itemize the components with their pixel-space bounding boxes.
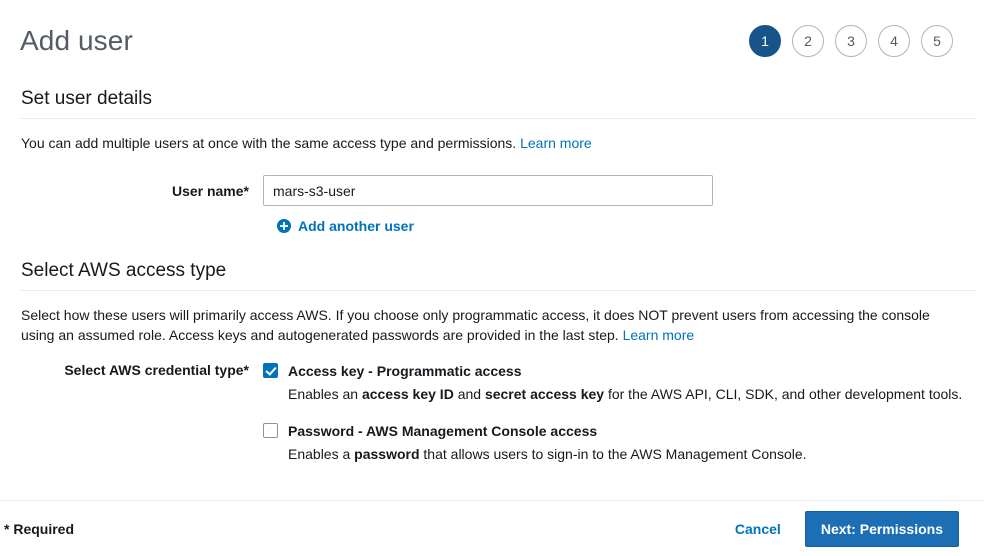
access-type-description-line2: an assumed role. Access keys and autogenerated passwords are provided in the last step. [58, 327, 619, 343]
divider-user-details [20, 118, 976, 119]
next-permissions-button[interactable]: Next: Permissions [805, 511, 959, 547]
desc-part-3: for the AWS API, CLI, SDK, and other development tools. [604, 386, 963, 402]
required-note: * Required [4, 520, 75, 537]
console-desc-part-2: that allows users to sign-in to the AWS Management Console. [419, 446, 807, 462]
step-indicator [749, 25, 956, 57]
username-input[interactable] [263, 175, 713, 206]
option-console-access-title: Password - AWS Management Console access [288, 423, 598, 439]
user-details-heading: Set user details [21, 88, 152, 109]
checkbox-programmatic-access[interactable] [263, 363, 278, 378]
add-another-user-button[interactable] [277, 218, 414, 234]
access-type-description [21, 305, 964, 345]
option-console-access-desc [288, 444, 807, 464]
username-label: User name* [171, 183, 249, 199]
username-row [20, 175, 964, 206]
desc-bold-2: secret access key [484, 386, 605, 402]
option-programmatic-access-desc [288, 384, 962, 404]
add-another-user-label: Add another user [298, 218, 414, 234]
footer-actions [733, 511, 959, 547]
credential-type-options [263, 361, 964, 481]
page-title: Add user [20, 25, 133, 56]
desc-bold-1: access key ID [361, 386, 454, 402]
step-1[interactable]: 1 [749, 25, 781, 57]
step-2[interactable]: 2 [792, 25, 824, 57]
user-details-learn-more-link[interactable]: Learn more [520, 135, 592, 151]
console-desc-bold-1: password [354, 446, 420, 462]
option-console-access-text [288, 421, 807, 464]
divider-access-type [20, 290, 976, 291]
page-footer [0, 500, 984, 556]
access-type-learn-more-link[interactable]: Learn more [622, 327, 695, 343]
step-4[interactable]: 4 [878, 25, 910, 57]
option-console-access[interactable] [263, 421, 964, 464]
step-3[interactable]: 3 [835, 25, 867, 57]
page-content [0, 88, 984, 481]
plus-circle-icon [277, 219, 291, 233]
desc-part-1: Enables an [288, 386, 362, 402]
option-programmatic-access[interactable] [263, 361, 964, 404]
user-details-description-text: You can add multiple users at once with the same access type and permissions. [21, 135, 517, 151]
credential-type-label: Select AWS credential type* [64, 362, 249, 378]
desc-part-2: and [453, 386, 485, 402]
access-type-heading: Select AWS access type [21, 260, 227, 281]
credential-type-block [20, 361, 964, 481]
step-5[interactable]: 5 [921, 25, 953, 57]
page-header [0, 0, 984, 64]
user-details-description [21, 133, 964, 153]
console-desc-part-1: Enables a [288, 446, 355, 462]
option-programmatic-access-title: Access key - Programmatic access [288, 363, 522, 379]
cancel-button[interactable]: Cancel [733, 517, 783, 541]
option-programmatic-access-text [288, 361, 962, 404]
access-type-description-line1: Select how these users will primarily access AWS. If you choose only programmatic access, it does NOT prevent users from accessing the console using [21, 307, 930, 343]
checkbox-console-access[interactable] [263, 423, 278, 438]
